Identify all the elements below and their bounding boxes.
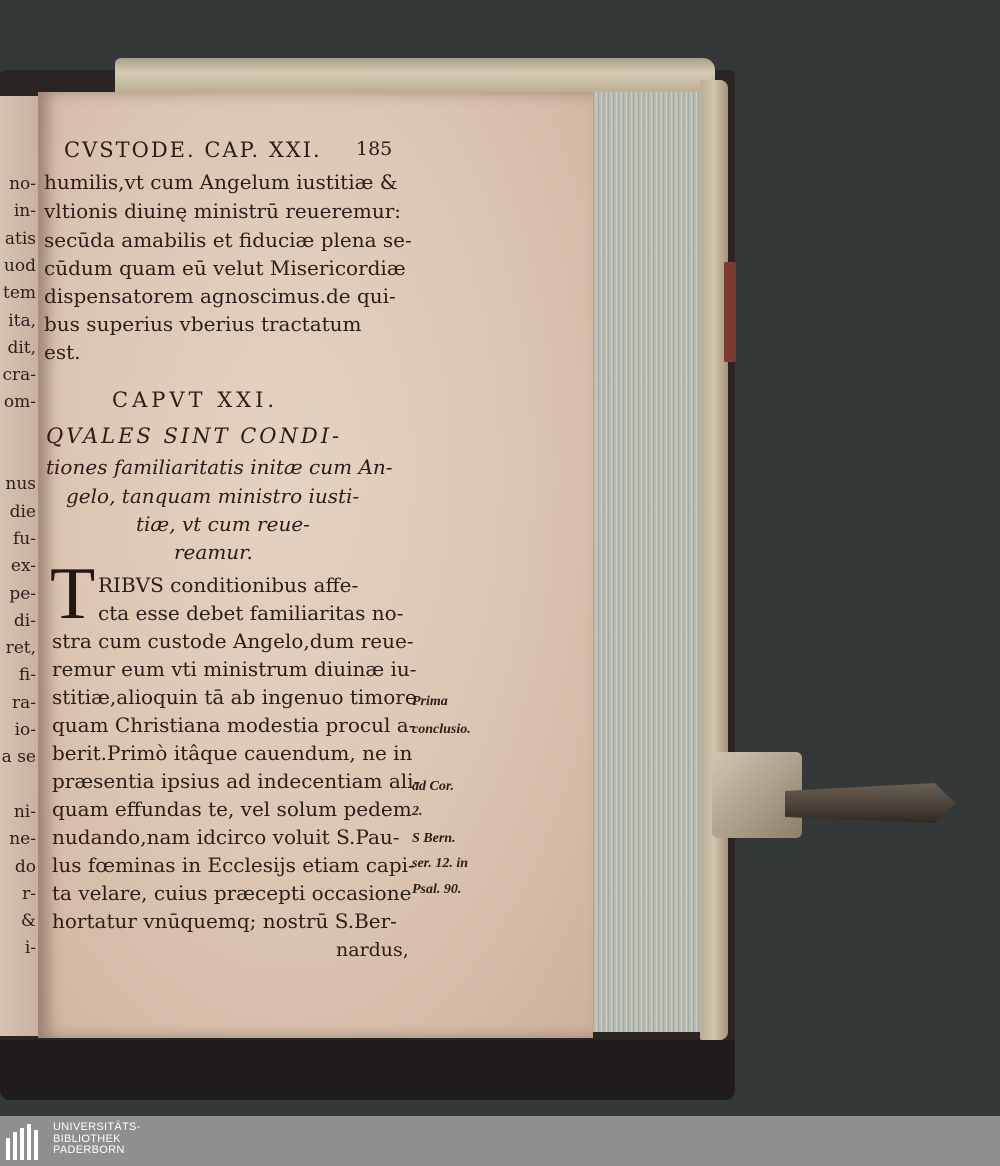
- left-page-fragment: ret,: [5, 638, 36, 659]
- body-line: præsentia ipsius ad indecentiam ali-: [52, 769, 421, 793]
- body-line: quam Christiana modestia procul a-: [52, 713, 416, 737]
- left-page-fragment: ra-: [11, 692, 36, 713]
- body-line: nudando,nam idcirco voluit S.Pau-: [52, 825, 400, 849]
- left-page-fragment: i-: [24, 938, 36, 959]
- chapter-title-line: QVALES SINT CONDI-: [46, 424, 343, 448]
- left-page-fragment: nus: [5, 474, 36, 495]
- left-page-fragment: ex-: [10, 556, 36, 577]
- body-line: bus superius vberius tractatum: [44, 312, 362, 336]
- page-number: 185: [356, 138, 393, 160]
- body-line: dispensatorem agnoscimus.de qui-: [44, 284, 396, 308]
- body-line: remur eum vti ministrum diuinæ iu-: [52, 657, 417, 681]
- body-line: secūda amabilis et fiduciæ plena se-: [44, 228, 412, 252]
- metal-clasp: [785, 783, 955, 823]
- margin-note: conclusio.: [412, 722, 471, 737]
- chapter-title-line: gelo, tanquam ministro iusti-: [66, 484, 360, 508]
- page-block-edge: [585, 92, 706, 1032]
- left-page-fragment: die: [9, 501, 36, 522]
- body-line: hortatur vnūquemq; nostrū S.Ber-: [52, 909, 397, 933]
- library-footer: [0, 1116, 1000, 1166]
- left-page-fragment: uod: [3, 255, 36, 276]
- margin-note: S Bern.: [412, 831, 456, 846]
- left-page-fragment: ni-: [13, 801, 36, 822]
- margin-note: Prima: [412, 694, 448, 709]
- catchword: nardus,: [336, 939, 409, 961]
- running-header: CVSTODE. CAP. XXI.: [64, 138, 322, 162]
- cover-fore-edge: [700, 80, 728, 1040]
- body-line: quam effundas te, vel solum pedem: [52, 797, 412, 821]
- left-page-fragment: fu-: [13, 528, 36, 549]
- body-line: lus fœminas in Ecclesijs etiam capi-: [52, 853, 415, 877]
- drop-cap: T: [50, 553, 96, 635]
- left-page-fragment: io-: [14, 720, 36, 740]
- margin-note: ad Cor.: [412, 779, 455, 794]
- chapter-title-line: reamur.: [174, 540, 253, 564]
- body-line: stitiæ,alioquin tā ab ingenuo timore: [52, 685, 417, 709]
- left-page-fragment: no-: [9, 174, 36, 194]
- body-line: stra cum custode Angelo,dum reue-: [52, 629, 414, 653]
- chapter-title-line: tiæ, vt cum reue-: [136, 512, 310, 536]
- left-page-fragment: pe-: [9, 583, 36, 604]
- body-line: cūdum quam eū velut Misericordiæ: [44, 256, 406, 280]
- red-bookmark-tab: [724, 262, 736, 362]
- body-line: est.: [44, 340, 81, 364]
- left-page-fragment: fi-: [18, 665, 36, 686]
- left-page-fragment: r-: [22, 883, 36, 904]
- margin-note: ser. 12. in: [412, 856, 469, 871]
- body-line: cta esse debet familiaritas no-: [98, 601, 404, 625]
- body-line: ta velare, cuius præcepti occasione: [52, 881, 412, 905]
- body-line: RIBVS conditionibus affe-: [98, 573, 359, 597]
- left-page-fragment: ne-: [9, 829, 36, 850]
- left-page-fragment: a se: [1, 747, 36, 768]
- chapter-title-line: tiones familiaritatis initæ cum An-: [46, 455, 393, 479]
- logo-line: UNIVERSITÄTS-: [53, 1121, 141, 1133]
- left-page-fragment: in-: [13, 201, 36, 222]
- margin-note: 2.: [412, 804, 423, 819]
- body-line: vltionis diuinę ministrū reueremur:: [44, 199, 402, 223]
- library-logo-text: [53, 1122, 141, 1157]
- logo-line: BIBLIOTHEK: [53, 1132, 121, 1145]
- left-page-fragment: atis: [4, 228, 36, 249]
- left-page-fragment: cra-: [2, 365, 36, 386]
- left-page-fragment: dit,: [7, 337, 36, 358]
- cover-bottom: [0, 1040, 735, 1100]
- cover-top-edge: [115, 58, 715, 94]
- margin-note: Psal. 90.: [412, 882, 462, 897]
- left-page-fragment: ita,: [8, 310, 36, 331]
- body-line: humilis,vt cum Angelum iustitiæ &: [44, 170, 398, 194]
- left-page-fragment: di-: [13, 610, 36, 631]
- chapter-heading: CAPVT XXI.: [112, 388, 279, 412]
- left-page-fragment: tem: [2, 283, 36, 304]
- logo-line: PADERBORN: [53, 1144, 125, 1156]
- left-page-fragment: do: [14, 856, 36, 877]
- body-line: berit.Primò itâque cauendum, ne in: [52, 741, 413, 765]
- library-logo-icon: [6, 1124, 44, 1160]
- left-page-fragment: &: [20, 911, 36, 932]
- left-page-fragment: om-: [3, 392, 36, 413]
